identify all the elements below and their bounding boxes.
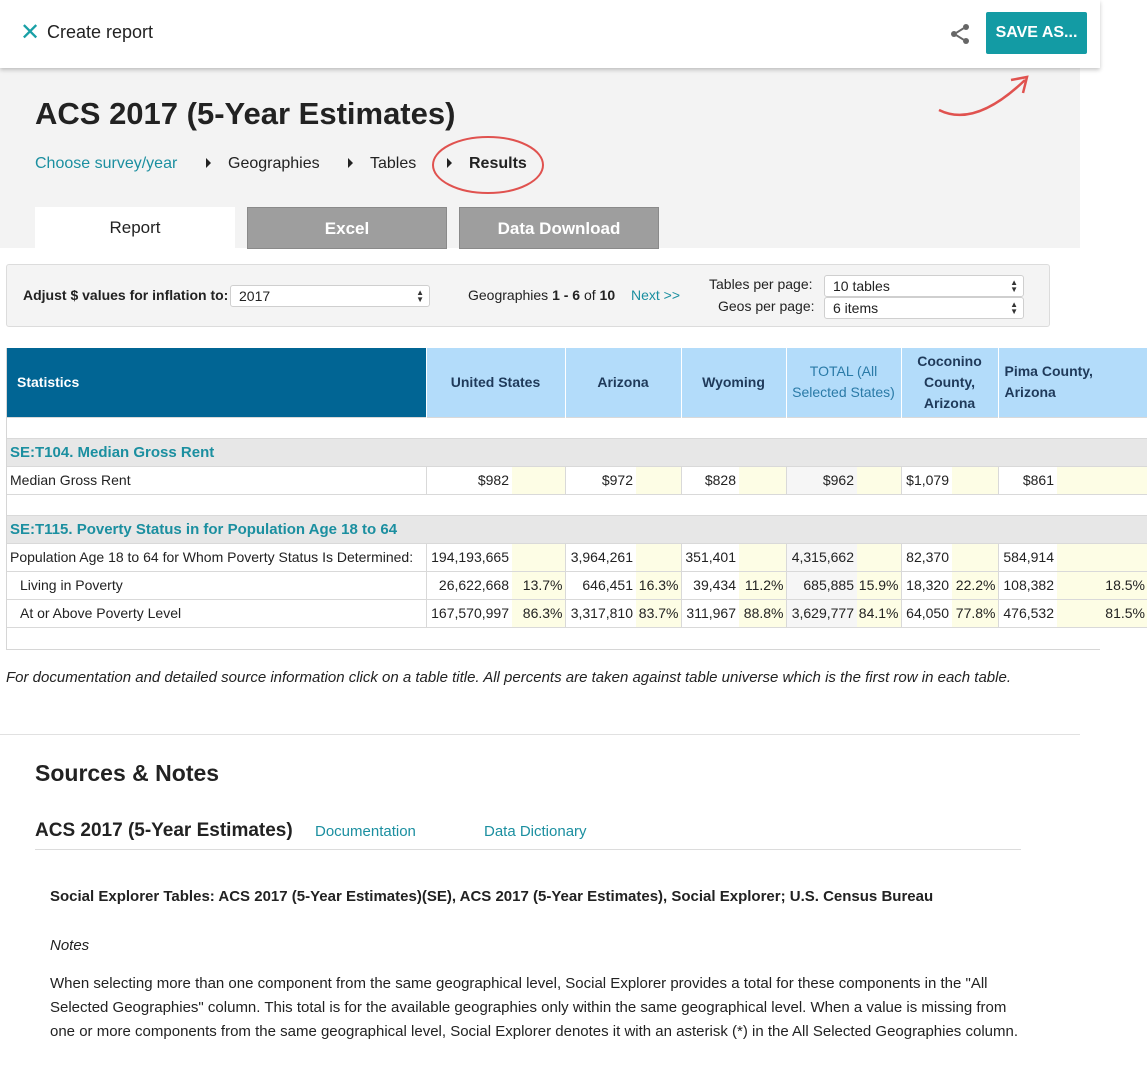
spacer-cell: [7, 417, 1147, 438]
row-label: Living in Poverty: [7, 571, 426, 599]
column-header-pima: Pima County, Arizona: [998, 348, 1147, 417]
table-cell-value: 3,317,810: [565, 599, 636, 627]
table-section-row: [7, 515, 1147, 543]
divider: [0, 734, 1080, 735]
tables-per-page-value: 10 tables: [833, 278, 890, 294]
report-controls: [6, 264, 1050, 327]
breadcrumb-results: Results: [469, 155, 527, 172]
table-header-row: [7, 348, 1147, 417]
column-header-total: TOTAL (All Selected States): [786, 348, 901, 417]
table-cell-percent: [1057, 466, 1147, 494]
table-cell-value: 167,570,997: [426, 599, 512, 627]
table-cell-value: $828: [681, 466, 739, 494]
breadcrumb-arrow-icon: [348, 158, 353, 168]
section-spacer: [7, 494, 1147, 515]
breadcrumb-geographies[interactable]: Geographies: [228, 155, 320, 172]
documentation-link[interactable]: Documentation: [315, 823, 416, 840]
table-cell-value: 18,320: [901, 571, 952, 599]
table-cell-percent: 16.3%: [636, 571, 681, 599]
tables-per-page-select[interactable]: [824, 275, 1024, 297]
sources-survey-name: ACS 2017 (5-Year Estimates): [35, 820, 293, 841]
table-cell-value: $972: [565, 466, 636, 494]
table-row: [7, 571, 1147, 599]
save-as-button[interactable]: SAVE AS...: [986, 12, 1087, 54]
table-cell-value: 646,451: [565, 571, 636, 599]
column-header-wyoming: Wyoming: [681, 348, 786, 417]
select-arrows-icon: ▲ ▼: [1010, 300, 1018, 316]
spacer-cell: [7, 627, 1147, 648]
table-bottom-spacer: [7, 627, 1147, 648]
results-table-body: [7, 417, 1147, 648]
geos-per-page-value: 6 items: [833, 300, 879, 316]
table-row: [7, 599, 1147, 627]
inflation-year-select[interactable]: [230, 285, 430, 307]
table-cell-value: $1,079: [901, 466, 952, 494]
table-cell-value: 194,193,665: [426, 543, 512, 571]
sources-citation: Social Explorer Tables: ACS 2017 (5-Year Estimates)(SE), ACS 2017 (5-Year Estimates), Social Explorer; U.S. Census Bureau: [50, 888, 934, 905]
table-cell-percent: 22.2%: [952, 571, 998, 599]
table-cell-value: 3,964,261: [565, 543, 636, 571]
tab-excel[interactable]: Excel: [247, 207, 447, 249]
table-cell-value: 108,382: [998, 571, 1057, 599]
table-cell-value: 3,629,777: [786, 599, 857, 627]
table-cell-percent: [1057, 543, 1147, 571]
select-arrows-icon: ▲ ▼: [1010, 278, 1018, 294]
table-cell-percent: [857, 543, 901, 571]
row-label: At or Above Poverty Level: [7, 599, 426, 627]
table-cell-value: $982: [426, 466, 512, 494]
table-section-title[interactable]: SE:T115. Poverty Status in for Population Age 18 to 64: [7, 515, 1147, 543]
documentation-note: For documentation and detailed source information click on a table title. All percents are taken against table universe which is the first row in each table.: [6, 669, 1011, 686]
geos-per-page-select[interactable]: [824, 297, 1024, 319]
table-cell-percent: 83.7%: [636, 599, 681, 627]
geos-per-page-label: Geos per page:: [718, 298, 815, 314]
statistics-header: Statistics: [7, 348, 426, 417]
table-row: [7, 543, 1147, 571]
table-cell-value: 584,914: [998, 543, 1057, 571]
table-cell-percent: 84.1%: [857, 599, 901, 627]
table-row: [7, 466, 1147, 494]
results-table-container[interactable]: [6, 348, 1145, 650]
breadcrumb-choose-survey[interactable]: Choose survey/year: [35, 155, 178, 172]
column-header-coconino: Coconino County, Arizona: [901, 348, 998, 417]
notes-title: Notes: [50, 937, 90, 954]
tab-report[interactable]: Report: [35, 207, 235, 249]
table-cell-percent: [512, 466, 565, 494]
table-cell-percent: 15.9%: [857, 571, 901, 599]
table-cell-value: $962: [786, 466, 857, 494]
table-cell-value: 476,532: [998, 599, 1057, 627]
select-arrows-icon: ▲ ▼: [416, 288, 424, 304]
table-cell-value: 685,885: [786, 571, 857, 599]
page-title: ACS 2017 (5-Year Estimates): [35, 96, 456, 131]
inflation-year-value: 2017: [239, 288, 271, 304]
geographies-range: Geographies 1 - 6 of 10: [468, 287, 616, 303]
table-cell-value: 82,370: [901, 543, 952, 571]
table-cell-percent: 81.5%: [1057, 599, 1147, 627]
table-cell-percent: 18.5%: [1057, 571, 1147, 599]
results-table: [7, 348, 1147, 648]
table-cell-value: 4,315,662: [786, 543, 857, 571]
table-cell-percent: [739, 466, 786, 494]
table-cell-percent: [952, 543, 998, 571]
row-label: Median Gross Rent: [7, 466, 426, 494]
table-cell-value: 311,967: [681, 599, 739, 627]
table-cell-value: 39,434: [681, 571, 739, 599]
table-cell-value: 351,401: [681, 543, 739, 571]
table-cell-percent: [952, 466, 998, 494]
column-header-arizona: Arizona: [565, 348, 681, 417]
sources-title: Sources & Notes: [35, 760, 220, 786]
share-icon[interactable]: [948, 22, 972, 46]
data-dictionary-link[interactable]: Data Dictionary: [484, 823, 587, 840]
table-cell-percent: 77.8%: [952, 599, 998, 627]
table-cell-value: 64,050: [901, 599, 952, 627]
tables-per-page-label: Tables per page:: [709, 276, 813, 292]
notes-body: When selecting more than one component from the same geographical level, Social Explorer provides a total for these components in the "All Selected Geographies" column. This total is for the available geographies only within the same geographical level. When a value is missing from one or more components from the same geographical level, Social Explorer denotes it with an asterisk (*) in the All Selected Geographies column.: [50, 975, 1018, 1040]
table-cell-percent: [636, 466, 681, 494]
topbar-title: Create report: [47, 22, 154, 42]
breadcrumb-arrow-icon: [206, 158, 211, 168]
close-icon[interactable]: ✕: [20, 19, 41, 46]
table-cell-percent: 86.3%: [512, 599, 565, 627]
breadcrumb-tables[interactable]: Tables: [370, 155, 417, 172]
table-cell-percent: 88.8%: [739, 599, 786, 627]
table-cell-percent: 13.7%: [512, 571, 565, 599]
column-header-united-states: United States: [426, 348, 565, 417]
table-cell-percent: [857, 466, 901, 494]
row-label: Population Age 18 to 64 for Whom Poverty Status Is Determined:: [7, 543, 426, 571]
section-spacer: [7, 417, 1147, 438]
table-section-row: [7, 438, 1147, 466]
table-cell-percent: [739, 543, 786, 571]
table-cell-percent: [512, 543, 565, 571]
spacer-cell: [7, 494, 1147, 515]
report-header: [0, 68, 1080, 248]
top-bar: [0, 0, 1100, 68]
table-cell-value: 26,622,668: [426, 571, 512, 599]
table-section-title[interactable]: SE:T104. Median Gross Rent: [7, 438, 1147, 466]
sources-survey-line: [35, 820, 1021, 850]
table-cell-percent: 11.2%: [739, 571, 786, 599]
inflation-label: Adjust $ values for inflation to:: [23, 287, 229, 303]
table-cell-percent: [636, 543, 681, 571]
next-page-link[interactable]: Next >>: [631, 287, 681, 303]
table-cell-value: $861: [998, 466, 1057, 494]
tab-data-download[interactable]: Data Download: [459, 207, 659, 249]
breadcrumb-arrow-icon: [447, 158, 452, 168]
